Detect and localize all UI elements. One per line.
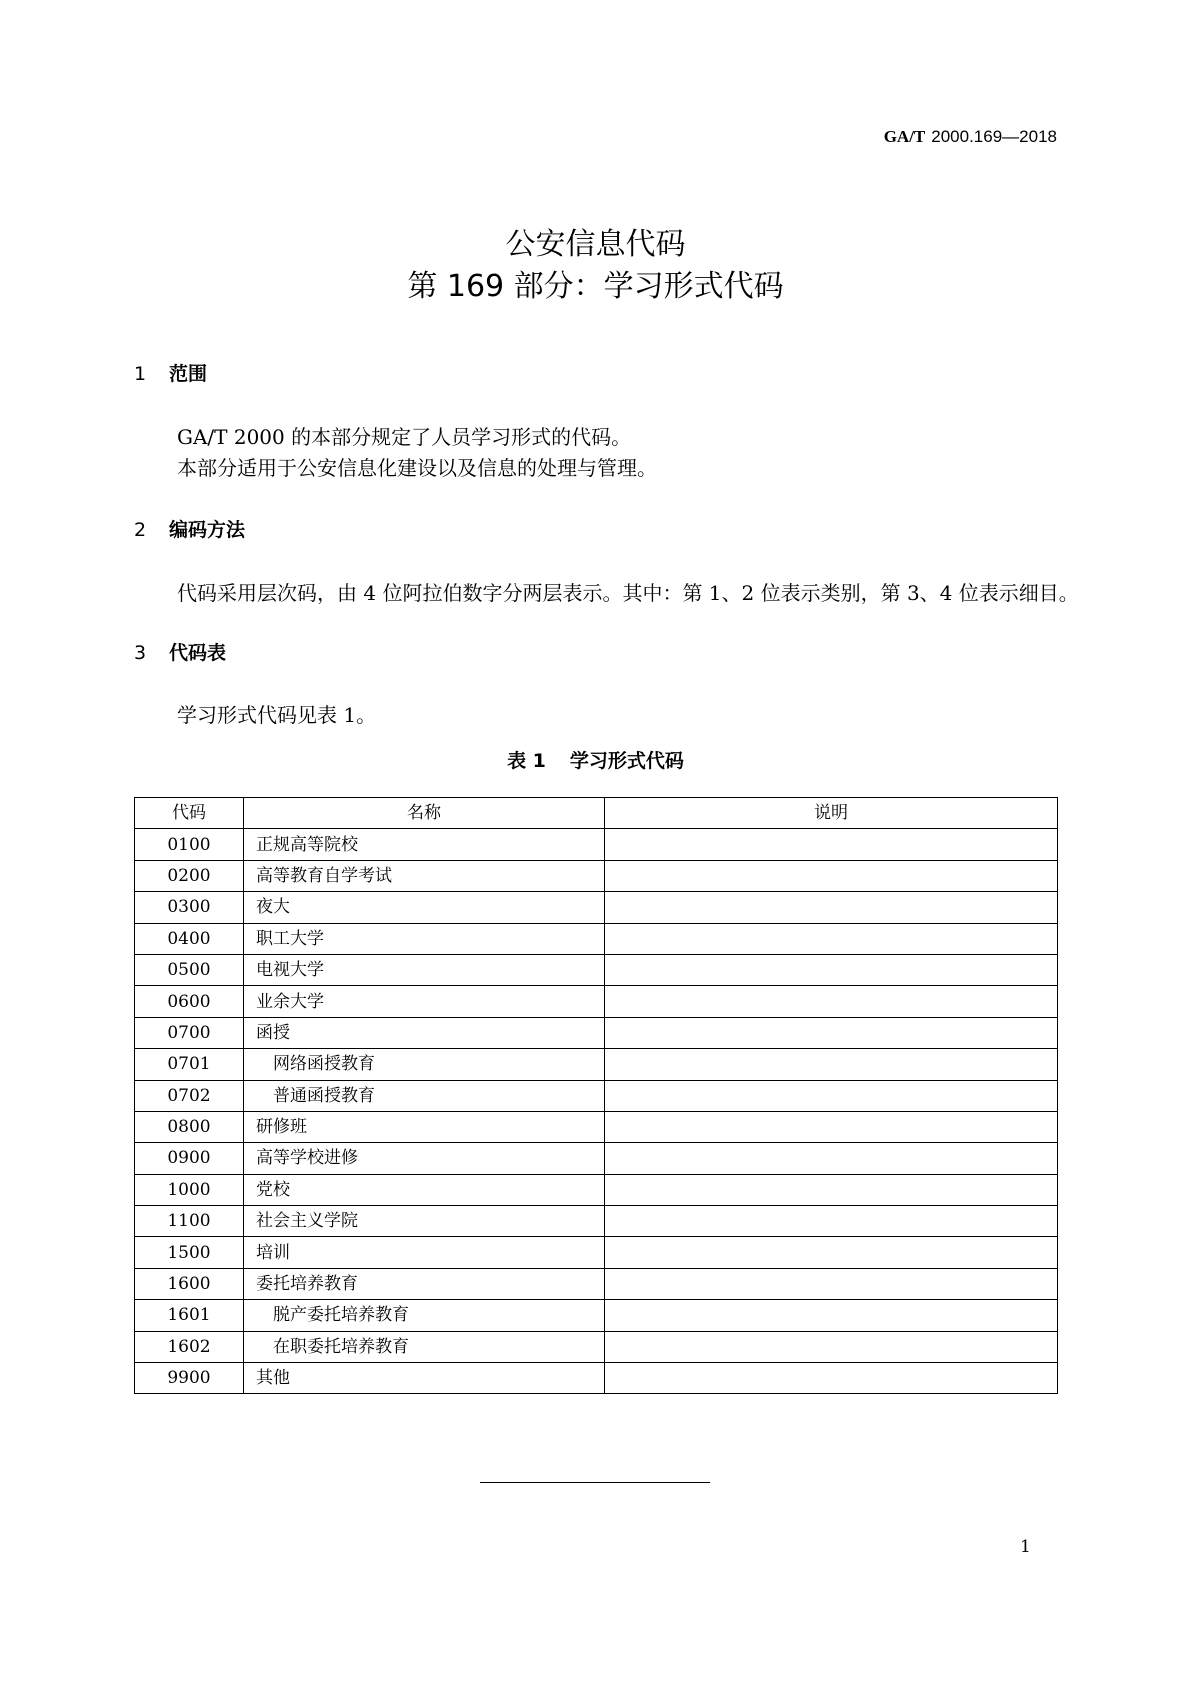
table-row xyxy=(135,1143,1058,1174)
code-cell: 0600 xyxy=(135,986,244,1017)
name-cell: 夜大 xyxy=(244,892,605,923)
table-row xyxy=(135,1049,1058,1080)
table-header-row xyxy=(135,798,1058,829)
table-row xyxy=(135,1363,1058,1394)
table-row xyxy=(135,923,1058,954)
code-cell: 0700 xyxy=(135,1017,244,1048)
name-cell: 在职委托培养教育 xyxy=(244,1331,605,1362)
code-cell: 1602 xyxy=(135,1331,244,1362)
code-cell: 0300 xyxy=(135,892,244,923)
note-cell xyxy=(605,986,1058,1017)
code-cell: 0400 xyxy=(135,923,244,954)
table-caption-number: 表 1 xyxy=(507,750,546,772)
code-cell: 0800 xyxy=(135,1111,244,1142)
note-cell xyxy=(605,1111,1058,1142)
name-cell: 业余大学 xyxy=(244,986,605,1017)
section-heading-coding-method xyxy=(134,518,245,542)
section-number: 3 xyxy=(134,642,147,664)
note-cell xyxy=(605,954,1058,985)
name-cell: 普通函授教育 xyxy=(244,1080,605,1111)
section-number: 1 xyxy=(134,363,147,385)
table-row xyxy=(135,1080,1058,1111)
table-row xyxy=(135,860,1058,891)
table-caption-title: 学习形式代码 xyxy=(569,750,684,772)
note-cell xyxy=(605,1363,1058,1394)
standard-prefix: GA/T xyxy=(883,127,926,146)
code-cell: 1500 xyxy=(135,1237,244,1268)
table-caption xyxy=(0,749,1191,773)
code-cell: 0100 xyxy=(135,829,244,860)
table-row xyxy=(135,1017,1058,1048)
table-row xyxy=(135,1331,1058,1362)
code-cell: 0900 xyxy=(135,1143,244,1174)
end-rule xyxy=(480,1482,710,1483)
name-cell: 脱产委托培养教育 xyxy=(244,1300,605,1331)
note-cell xyxy=(605,829,1058,860)
name-cell: 党校 xyxy=(244,1174,605,1205)
note-cell xyxy=(605,1206,1058,1237)
name-cell: 函授 xyxy=(244,1017,605,1048)
table-row xyxy=(135,986,1058,1017)
page-number: 1 xyxy=(1020,1537,1031,1557)
standard-number: 2000.169—2018 xyxy=(931,127,1057,146)
section-title: 范围 xyxy=(169,363,208,385)
code-table xyxy=(134,797,1058,1394)
code-cell: 9900 xyxy=(135,1363,244,1394)
code-cell: 0702 xyxy=(135,1080,244,1111)
table-row xyxy=(135,1111,1058,1142)
paragraph: 学习形式代码见表 1。 xyxy=(177,703,377,727)
note-cell xyxy=(605,1331,1058,1362)
code-cell: 1000 xyxy=(135,1174,244,1205)
column-header-name: 名称 xyxy=(244,798,605,829)
name-cell: 高等学校进修 xyxy=(244,1143,605,1174)
paragraph: 代码采用层次码，由 4 位阿拉伯数字分两层表示。其中：第 1、2 位表示类别，第 3、4 位表示细目。 xyxy=(177,581,1079,605)
column-header-note: 说明 xyxy=(605,798,1058,829)
code-cell: 0701 xyxy=(135,1049,244,1080)
table-row xyxy=(135,892,1058,923)
section-title: 编码方法 xyxy=(169,519,246,541)
name-cell: 高等教育自学考试 xyxy=(244,860,605,891)
table-row xyxy=(135,954,1058,985)
note-cell xyxy=(605,1174,1058,1205)
code-cell: 0500 xyxy=(135,954,244,985)
code-cell: 1100 xyxy=(135,1206,244,1237)
code-cell: 0200 xyxy=(135,860,244,891)
name-cell: 社会主义学院 xyxy=(244,1206,605,1237)
table-row xyxy=(135,1237,1058,1268)
name-cell: 培训 xyxy=(244,1237,605,1268)
note-cell xyxy=(605,923,1058,954)
document-subtitle: 第 169 部分：学习形式代码 xyxy=(407,269,784,304)
standard-code xyxy=(884,126,1057,148)
note-cell xyxy=(605,1268,1058,1299)
table-row xyxy=(135,1300,1058,1331)
code-cell: 1600 xyxy=(135,1268,244,1299)
name-cell: 委托培养教育 xyxy=(244,1268,605,1299)
table-row xyxy=(135,1206,1058,1237)
section-heading-scope xyxy=(134,362,207,386)
code-cell: 1601 xyxy=(135,1300,244,1331)
column-header-code: 代码 xyxy=(135,798,244,829)
note-cell xyxy=(605,1017,1058,1048)
section-number: 2 xyxy=(134,519,147,541)
table-row xyxy=(135,1268,1058,1299)
note-cell xyxy=(605,1237,1058,1268)
note-cell xyxy=(605,1300,1058,1331)
note-cell xyxy=(605,892,1058,923)
document-title: 公安信息代码 xyxy=(505,227,686,262)
note-cell xyxy=(605,1049,1058,1080)
paragraph: 本部分适用于公安信息化建设以及信息的处理与管理。 xyxy=(177,456,657,480)
note-cell xyxy=(605,1080,1058,1111)
name-cell: 研修班 xyxy=(244,1111,605,1142)
name-cell: 职工大学 xyxy=(244,923,605,954)
section-heading-code-table xyxy=(134,641,226,665)
table-row xyxy=(135,1174,1058,1205)
name-cell: 网络函授教育 xyxy=(244,1049,605,1080)
name-cell: 正规高等院校 xyxy=(244,829,605,860)
table-row xyxy=(135,829,1058,860)
paragraph: GA/T 2000 的本部分规定了人员学习形式的代码。 xyxy=(177,425,632,449)
section-title: 代码表 xyxy=(169,642,227,664)
name-cell: 电视大学 xyxy=(244,954,605,985)
note-cell xyxy=(605,1143,1058,1174)
note-cell xyxy=(605,860,1058,891)
name-cell: 其他 xyxy=(244,1363,605,1394)
